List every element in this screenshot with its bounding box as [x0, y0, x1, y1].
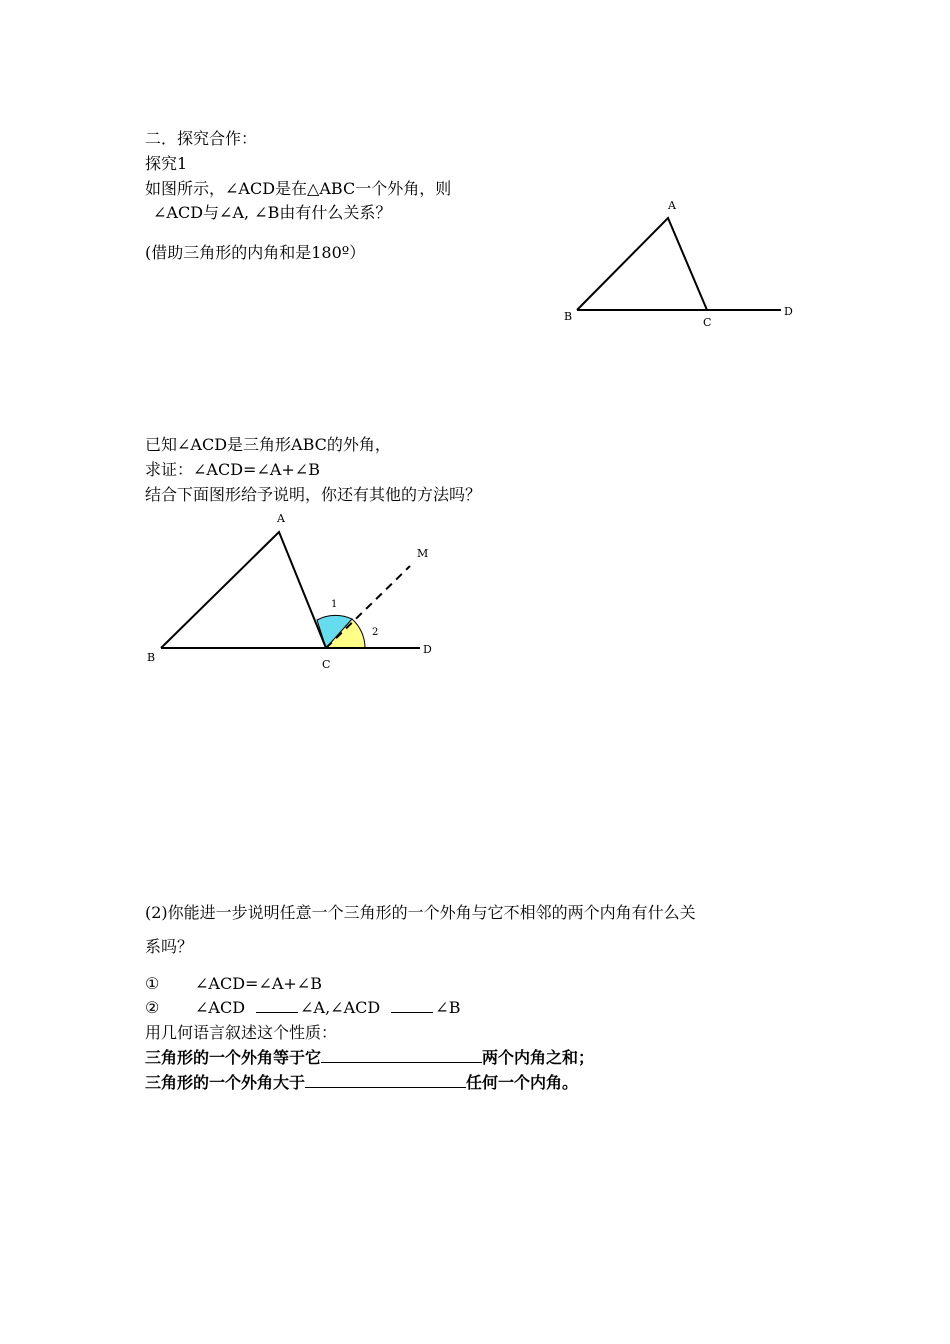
- triangle-abc-outline: [161, 532, 326, 648]
- describe-instruction: 用几何语言叙述这个性质：: [145, 1023, 338, 1042]
- given-text: 已知∠ACD是三角形ABC的外角，: [145, 435, 391, 454]
- item-2-part-c: ∠B: [435, 998, 461, 1017]
- property-1: [145, 1047, 594, 1069]
- property-2: [145, 1072, 578, 1094]
- property-1-end: 两个内角之和；: [482, 1048, 595, 1067]
- item-2-part-a: ∠ACD: [195, 998, 246, 1017]
- part2-question-line-2: 系吗？: [145, 937, 194, 956]
- property-2-start: 三角形的一个外角大于: [145, 1073, 306, 1092]
- property-1-blank[interactable]: [321, 1048, 482, 1063]
- section-heading: 二．探究合作：: [145, 129, 258, 148]
- item-1-text: ∠ACD=∠A+∠B: [195, 974, 322, 993]
- item-1: [145, 973, 322, 995]
- fig2-label-d: D: [423, 643, 432, 656]
- blank-1[interactable]: [256, 998, 298, 1013]
- hint: (借助三角形的内角和是180º）: [145, 243, 366, 262]
- blank-2[interactable]: [391, 998, 433, 1013]
- instruction: 结合下面图形给予说明，你还有其他的方法吗？: [145, 485, 482, 504]
- item-1-number: ①: [145, 974, 160, 993]
- fig1-label-a: A: [668, 199, 676, 212]
- property-1-start: 三角形的一个外角等于它: [145, 1048, 322, 1067]
- part2-question-line-1: (2)你能进一步说明任意一个三角形的一个外角与它不相邻的两个内角有什么关: [145, 903, 696, 922]
- fig2-label-a: A: [277, 512, 285, 525]
- item-2: [145, 997, 460, 1019]
- fig2-label-c: C: [322, 658, 331, 671]
- fig2-label-m: M: [417, 547, 429, 560]
- dashed-line-cm: [326, 566, 410, 648]
- item-2-number: ②: [145, 998, 160, 1017]
- item-2-part-b: ∠A,∠ACD: [300, 998, 381, 1017]
- fig1-label-d: D: [784, 305, 793, 318]
- fig2-label-2: 2: [372, 627, 379, 638]
- question-line-2: ∠ACD与∠A, ∠B由有什么关系？: [153, 203, 392, 222]
- property-2-blank[interactable]: [305, 1073, 466, 1088]
- fig1-label-b: B: [564, 310, 573, 323]
- fig2-label-b: B: [147, 651, 156, 664]
- prove-statement: 求证：∠ACD=∠A+∠B: [145, 460, 320, 479]
- subheading: 探究1: [145, 154, 188, 173]
- question-line-1: 如图所示，∠ACD是在△ABC一个外角，则: [145, 179, 452, 198]
- fig1-label-c: C: [703, 316, 712, 329]
- property-2-end: 任何一个内角。: [466, 1073, 579, 1092]
- fig2-label-1: 1: [331, 599, 338, 610]
